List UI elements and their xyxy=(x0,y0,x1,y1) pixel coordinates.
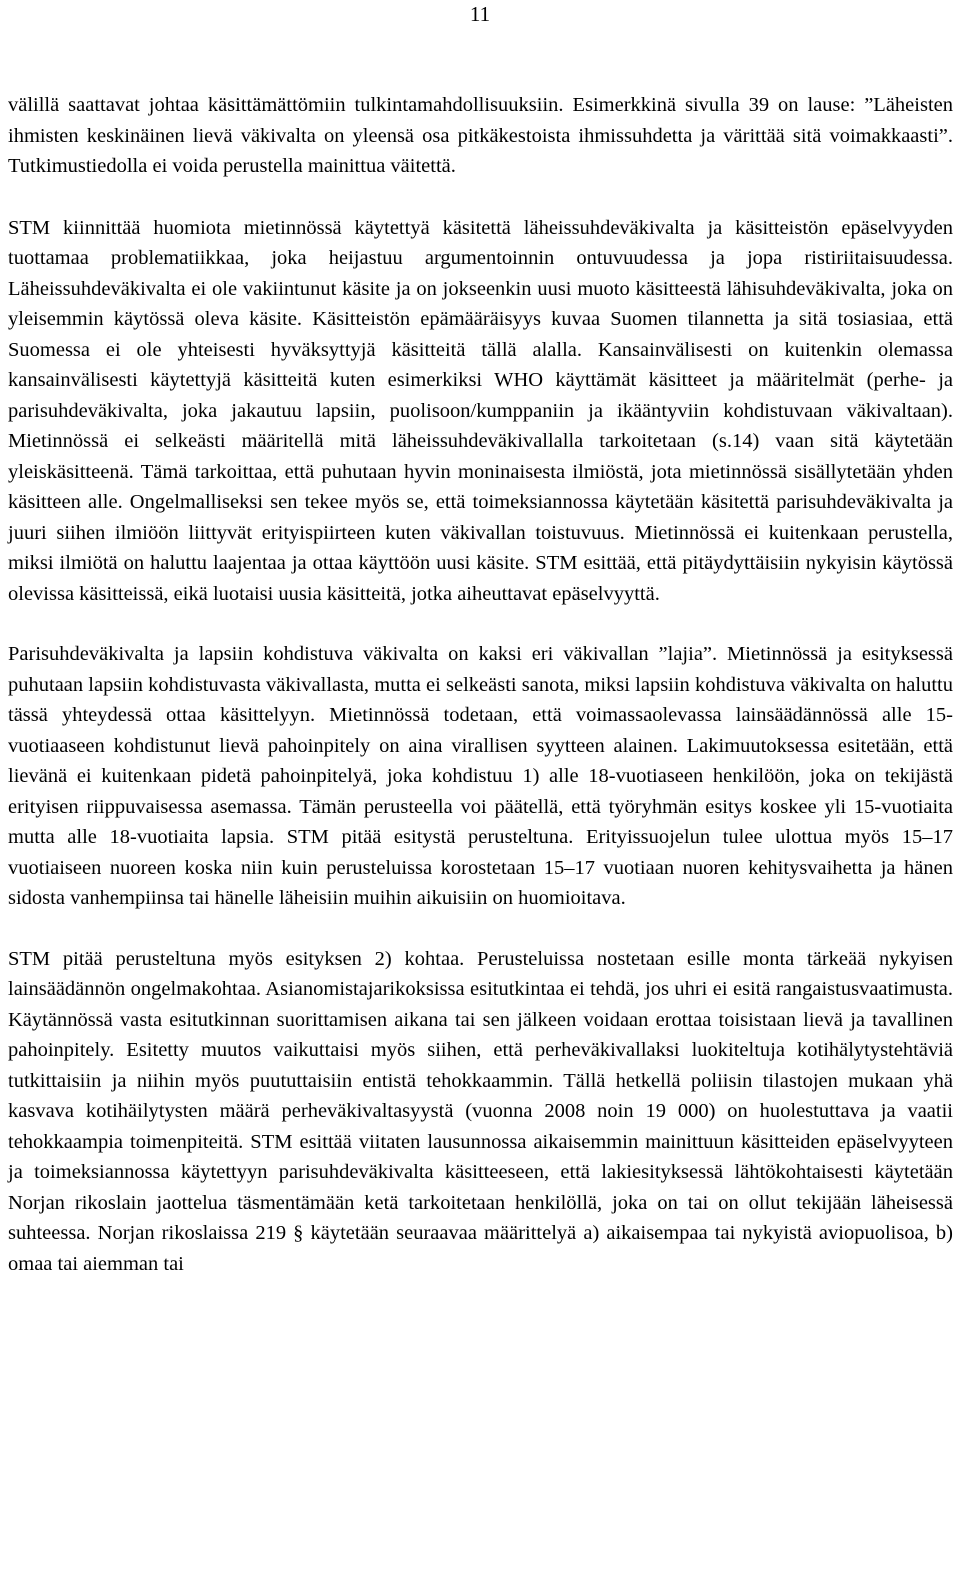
paragraph-1: välillä saattavat johtaa käsittämättömiin tulkintamahdollisuuksiin. Esimerkkinä sivulla 39 on lause: ”Läheisten ihmisten keskinäinen lievä väkivalta on yleensä osa pitkäkestoista ihmissuhdetta ja värittää sitä voimakkaasti”. Tutkimustiedolla ei voida perustella mainittua väitettä. xyxy=(8,94,953,177)
page-number: 11 xyxy=(469,2,491,26)
document-body xyxy=(8,90,953,1279)
paragraph-4: STM pitää perusteltuna myös esityksen 2) kohtaa. Perusteluissa nostetaan esille monta tärkeää nykyisen lainsäädännön ongelmakohtaa. Asianomistajarikoksissa esitutkintaa ei tehdä, jos uhri ei esitä rangaistusvaatimusta. Käytännössä vasta esitutkinnan suorittamisen aikana tai sen jälkeen voidaan erottaa toisistaan lievä ja tavallinen pahoinpitely. Esitetty muutos vaikuttaisi myös siihen, että perheväkivallaksi luokiteltuja kotihälytystehtäviä tutkittaisiin ja niihin myös puututtaisiin entistä tehokkaammin. Tällä hetkellä poliisin tilastojen mukaan yhä kasvava kotihäilytysten määrä perheväkivaltasyystä (vuonna 2008 noin 19 000) on huolestuttava ja vaatii tehokkaampia toimenpiteitä. STM esittää viitaten lausunnossa aikaisemmin mainittuun käsitteiden epäselvyyteen ja toimeksiannossa käytettyyn parisuhdeväkivalta käsitteeseen, että lakiesityksessä lähtökohtaisesti käytetään Norjan rikoslain jaottelua täsmentämään ketä tarkoitetaan henkilöllä, joka on tai on ollut tekijään läheisessä suhteessa. Norjan rikoslaissa 219 § käytetään seuraavaa määrittelyä a) aikaisempaa tai nykyistä aviopuolisoa, b) omaa tai aiemman tai xyxy=(8,947,953,1275)
paragraph-3: Parisuhdeväkivalta ja lapsiin kohdistuva väkivalta on kaksi eri väkivallan ”lajia”. Mietinnössä ja esityksessä puhutaan lapsiin kohdistuvasta väkivallasta, mutta ei selkeästi sanota, miksi lapsiin kohdistuva väkivalta on haluttu tässä yhteydessä ottaa käsittelyyn. Mietinnössä todetaan, että voimassaolevassa lainsäädännössä alle 15-vuotiaaseen kohdistunut lievä pahoinpitely on aina virallisen syytteen alainen. Lakimuutoksessa esitetään, että lievänä ei kuitenkaan pidetä pahoinpitelyä, joka kohdistuu 1) alle 18-vuotiaseen henkilöön, joka on tekijästä erityisen riippuvaisessa asemassa. Tämän perusteella voi päätellä, että työryhmän esitys koskee yli 15-vuotiaita mutta alle 18-vuotiaita lapsia. STM pitää esitystä perusteltuna. Erityissuojelun tulee ulottua myös 15–17 vuotiaiseen nuoreen koska niin kuin perusteluissa korostetaan 15–17 vuotiaan nuoren kehitysvaihetta ja hänen sidosta vanhempiinsa tai hänelle läheisiin muihin aikuisiin on huomioitava. xyxy=(8,643,953,909)
paragraph-2: STM kiinnittää huomiota mietinnössä käytettyä käsitettä läheissuhdeväkivalta ja käsitteistön epäselvyyden tuottamaa problematiikkaa, joka heijastuu argumentoinnin ontuvuudessa ja jopa ristiriitaisuudessa. Läheissuhdeväkivalta ei ole vakiintunut käsite ja on jokseenkin uusi muoto käsitteestä lähisuhdeväkivalta, joka on yleisemmin käytössä oleva käsite. Käsitteistön epämääräisyys kuvaa Suomen tilannetta ja sitä tosiasiaa, että Suomessa ei ole yhteisesti hyväksyttyjä käsitteitä tällä alalla. Kansainvälisesti on kuitenkin olemassa kansainvälisesti käytettyjä käsitteitä kuten esimerkiksi WHO käyttämät käsitteet ja määritelmät (perhe- ja parisuhdeväkivalta, joka jakautuu lapsiin, puolisoon/kumppaniin ja ikääntyviin kohdistuvaan väkivaltaan). Mietinnössä ei selkeästi määritellä mitä läheissuhdeväkivallalla tarkoitetaan (s.14) vaan sitä käytetään yleiskäsitteenä. Tämä tarkoittaa, että puhutaan hyvin moninaisesta ilmiöstä, jota mietinnössä sisällytetään yhden käsitteen alle. Ongelmalliseksi sen tekee myös se, että toimeksiannossa käytetään käsitettä parisuhdeväkivalta ja juuri siihen ilmiöön liittyvät erityispiirteen kuten väkivallan toistuvuus. Mietinnössä ei kuitenkaan perustella, miksi ilmiötä on haluttu laajentaa ja ottaa käyttöön uusi käsite. STM esittää, että pitäydyttäisiin nykyisin käytössä olevissa käsitteissä, eikä luotaisi uusia käsitteitä, jotka aiheuttavat epäselvyyttä. xyxy=(8,216,953,605)
